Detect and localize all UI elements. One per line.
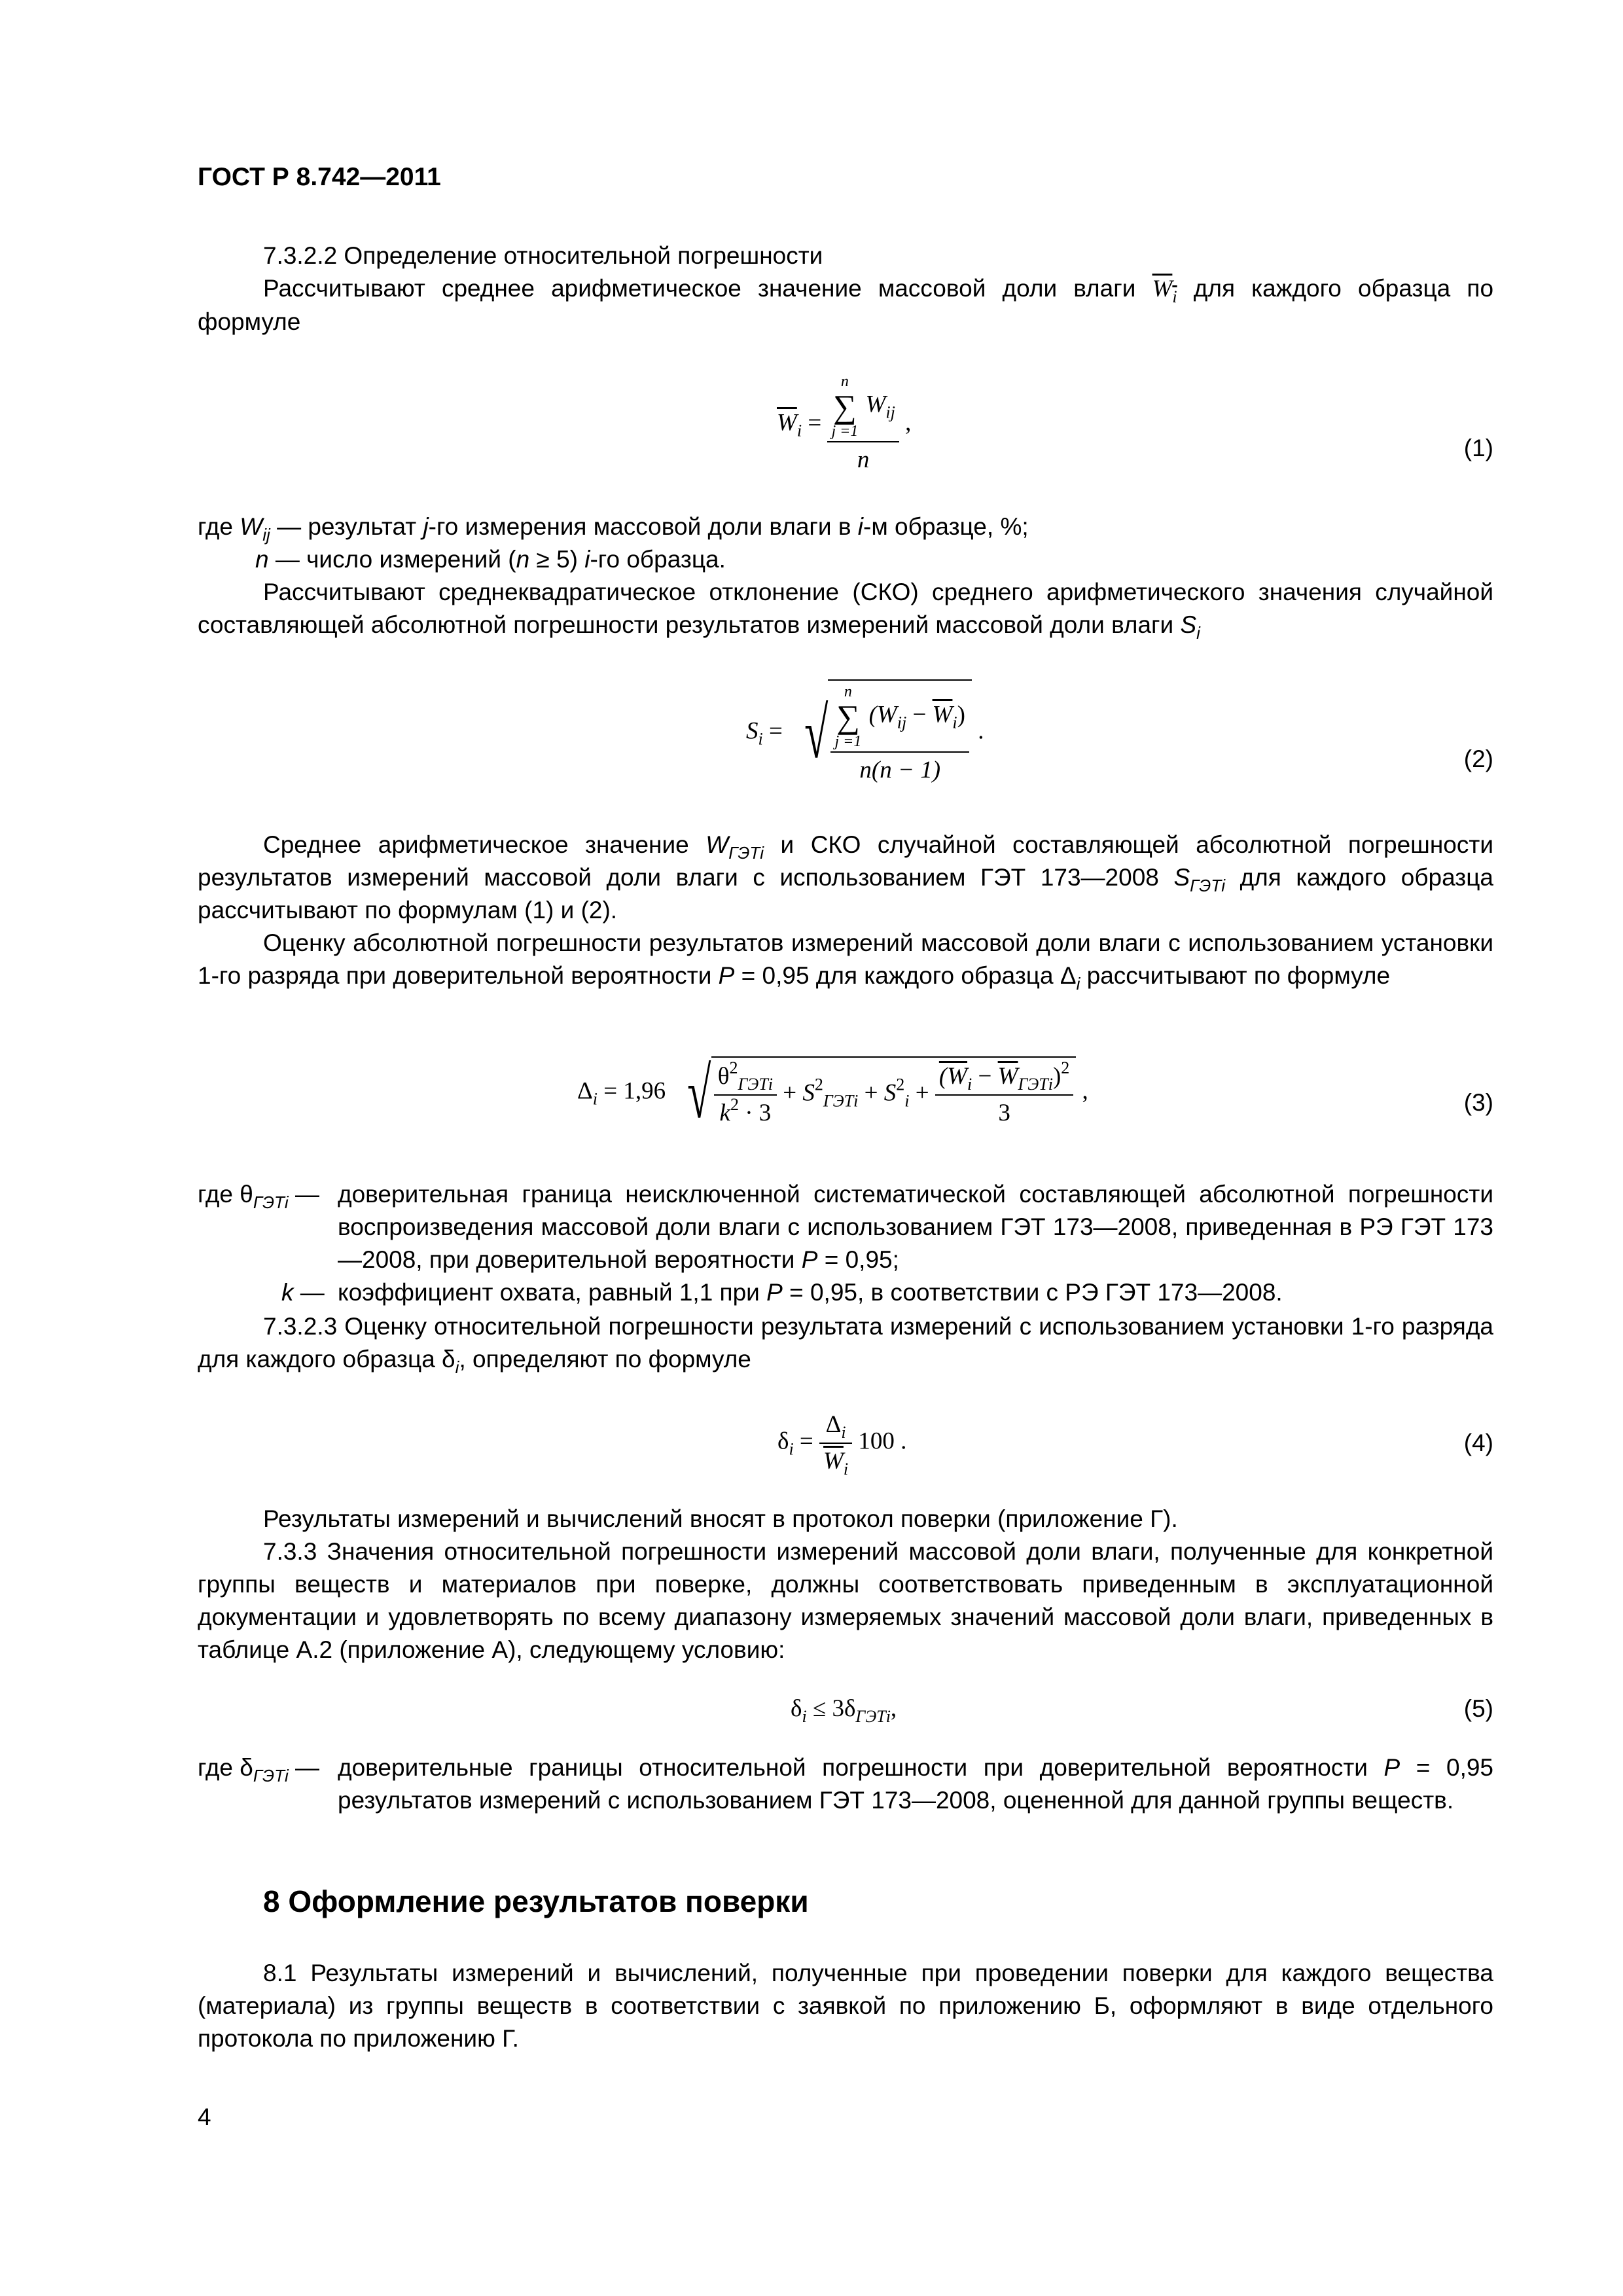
section-7-3-2-3: 7.3.2.3 Оценку относительной погрешности результата измерений с использованием установки 1-го разряда для каждого образца $\delta_i$, определяют по формуле	[198, 1313, 1493, 1377]
equation-number-3: (3)	[1463, 1089, 1493, 1116]
equation-number-5: (5)	[1463, 1695, 1493, 1722]
formula-4: $\delta_i$ = $\frac{\Delta_i}{\overline{W}_i}$ 100 . (4)	[198, 1407, 1493, 1492]
equation-number-2: (2)	[1463, 745, 1493, 772]
equation-number-4: (4)	[1463, 1429, 1493, 1456]
where-block-theta: где $\theta_{ГЭТi}$ — доверительная граница неисключенной систематической составляющей абсолютной погрешности воспроизведения массовой доли влаги с использованием ГЭТ 173—2008, приведенная в РЭ ГЭТ 173—2008, при доверительной вероятности P = 0,95;	[198, 1181, 1493, 1273]
section-8-heading: 8 Оформление результатов поверки	[263, 1884, 809, 1918]
paragraph-sko: Рассчитывают среднеквадратическое отклонение (СКО) среднего арифметического значения случайной составляющей абсолютной погрешности результатов измерений массовой доли влаги $S_i$	[198, 579, 1493, 643]
section-8-1: 8.1 Результаты измерений и вычислений, полученные при проведении поверки для каждого вещества (материала) из группы веществ в соответствии с заявкой по приложению Б, оформляют в виде отдельного протокола по приложению Г.	[198, 1960, 1493, 2052]
section-7-3-2-2	[198, 240, 1493, 338]
paragraph-delta: Оценку абсолютной погрешности результатов измерений массовой доли влаги с использованием установки 1-го разряда при доверительной вероятности P = 0,95 для каждого образца $\Delta_i$ рассчитывают по формуле	[198, 929, 1493, 994]
paragraph-mean: Рассчитывают среднее арифметическое значение массовой доли влаги $W_i$ для каждого образца по формуле	[198, 275, 1494, 335]
equation-number-1: (1)	[1463, 435, 1493, 461]
where-block-delta-get: где $\delta_{ГЭТi}$ — доверительные границы относительной погрешности при доверительной вероятности P = 0,95 результатов измерений с использованием ГЭТ 173—2008, оцененной для данной группы веществ.	[198, 1754, 1494, 1814]
paragraph-get: Среднее арифметическое значение $W_{ГЭТi}$ и СКО случайной составляющей абсолютной погрешности результатов измерений массовой доли влаги с использованием ГЭТ 173—2008 $S_{ГЭТi}$ для каждого образца рассчитывают по формулам (1) и (2). Оценку абсолютной погрешности результатов измерений массовой доли влаги с использованием установки 1-го разряда при доверительной вероятности P = 0,95 для каждого образца $\Delta_i$ рассчитывают по формуле	[198, 831, 1493, 994]
page-number: 4	[198, 2104, 211, 2130]
formula-1: $\overline{W}_i$ = n ∑ j =1 $W_{ij}$ n , (1)	[777, 373, 1493, 473]
section-title: 7.3.2.2 Определение относительной погрешности	[263, 242, 823, 269]
formula-2: $S_i$ = √ n ∑ j =1 $(W_{ij} - \overline{W}_i)$ n(n − 1) . (2)	[198, 674, 1493, 825]
paragraph-protocol: Результаты измерений и вычислений вносят в протокол поверки (приложение Г).	[263, 1505, 1178, 1532]
where-block-1: где $W_{ij}$ — результат j-го измерения массовой доли влаги в i-м образце, %; n — число измерений (n ≥ 5) i-го образца. Рассчитывают среднеквадратическое отклонение (СКО) среднего арифметического значения случайной составляющей абсолютной погрешности результатов измерений массовой доли влаги $S_i$	[198, 513, 1493, 643]
paragraph-protocol-block	[198, 1503, 1493, 1666]
var-w-bar: $W_i$	[1152, 276, 1177, 306]
where-block-k: k — коэффициент охвата, равный 1,1 при P = 0,95, в соответствии с РЭ ГЭТ 173—2008.	[281, 1279, 1283, 1306]
section-7-3-3: 7.3.3 Значения относительной погрешности измерений массовой доли влаги, полученные для конкретной группы веществ и материалов при поверке, должны соответствовать приведенным в эксплуатационной документации и удовлетворять по всему диапазону измеряемых значений массовой доли влаги, приведенных в таблице А.2 (приложение А), следующему условию:	[198, 1538, 1493, 1663]
formula-3: $\Delta_i = 1,96$ √ $\frac{\theta^2_{ГЭТi}}{k^2 \cdot 3}$ + $S^2_{ГЭТi} + S^2_i$ + $\frac{(W_i - \overline{W}_{ГЭТi})^2}{3}$ , (3)	[577, 1053, 1493, 1133]
formula-5: $\delta_i \le 3\delta_{ГЭТi}$, (5)	[198, 1693, 1493, 1732]
document-header: ГОСТ Р 8.742—2011	[198, 163, 441, 191]
